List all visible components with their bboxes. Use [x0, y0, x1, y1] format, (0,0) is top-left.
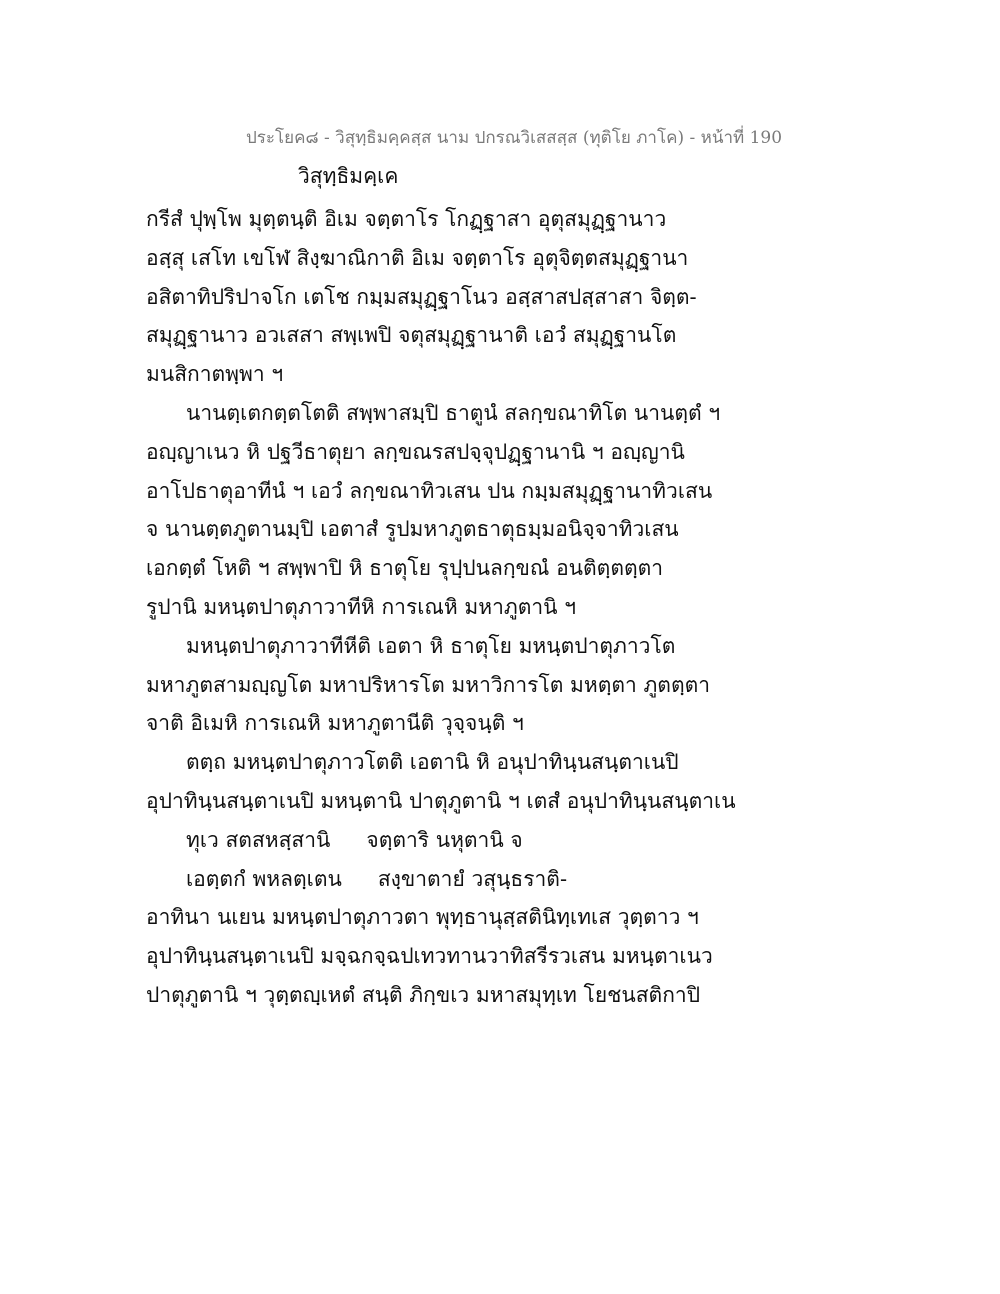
text-line: อสิตาทิปริปาจโก เตโช กมฺมสมุฏฺฐาโนว อสฺสาสปสฺสาสา จิตฺต- [146, 284, 697, 309]
section-title: วิสุทฺธิมคฺเค [298, 164, 399, 188]
text-line: อาทินา นเยน มหนฺตปาตุภาวตา พุทฺธานุสฺสตินิทฺเทเส วุตฺตาว ฯ [146, 905, 699, 930]
running-header: ประโยค๘ - วิสุทฺธิมคฺคสฺส นาม ปกรณวิเสสสฺส (ทุติโย ภาโค) - หน้าที่ 190 [246, 128, 783, 148]
verse-line-first-half: ทุเว สตสหสฺสานิ [186, 827, 331, 852]
text-line: รูปานิ มหนฺตปาตุภาวาทีหิ การเณหิ มหาภูตานิ ฯ [146, 594, 576, 619]
text-line: จ นานตฺตภูตานมฺปิ เอตาสํ รูปมหาภูตธาตุธมฺมอนิจฺจาทิวเสน [146, 517, 679, 542]
paragraph-start-line: นานตฺเตกตฺตโตติ สพฺพาสมฺปิ ธาตูนํ สลกฺขณาทิโต นานตฺตํ ฯ [186, 400, 721, 425]
verse-line-second-half: สงฺขาตายํ วสุนฺธราติ- [377, 866, 568, 891]
verse-line-first-half: เอตฺตกํ พหลตฺเตน [186, 866, 342, 891]
text-line: อาโปธาตุอาทีนํ ฯ เอวํ ลกฺขณาทิวเสน ปน กมฺมสมุฏฺฐานาทิวเสน [146, 478, 713, 503]
text-line: อญฺญาเนว หิ ปฐวีธาตุยา ลกฺขณรสปจฺจุปฏฺฐานานิ ฯ อญฺญานิ [146, 439, 685, 464]
text-line: มหาภูตสามญฺญโต มหาปริหารโต มหาวิการโต มหตฺตา ภูตตฺตา [146, 672, 711, 697]
verse-line [146, 821, 706, 860]
text-line: จาติ อิเมหิ การเณหิ มหาภูตานีติ วุจฺจนฺติ ฯ [146, 711, 524, 736]
text-line: อุปาทินฺนสนฺตาเนปิ มหนฺตานิ ปาตุภูตานิ ฯ เตสํ อนุปาทินฺนสนฺตาเน [146, 788, 736, 813]
text-line: อุปาทินฺนสนฺตาเนปิ มจฺฉกจฺฉปเทวทานวาทิสรีรวเสน มหนฺตาเนว [146, 944, 713, 969]
verse-line-second-half: จตฺตาริ นหุตานิ จ [366, 827, 523, 852]
paragraph-start-line: ตตฺถ มหนฺตปาตุภาวโตติ เอตานิ หิ อนุปาทินฺนสนฺตาเนปิ [186, 750, 679, 775]
text-line: อสฺสุ เสโท เขโฬ สิงฺฆาณิกาติ อิเม จตฺตาโร อุตุจิตฺตสมุฏฺฐานา [146, 245, 689, 270]
paragraph-start-line: มหนฺตปาตุภาวาทีหีติ เอตา หิ ธาตุโย มหนฺตปาตุภาวโต [186, 633, 676, 658]
body-text [146, 200, 736, 1015]
text-line: ปาตุภูตานิ ฯ วุตฺตญฺเหตํ สนฺติ ภิกฺขเว มหาสมุทฺเท โยชนสติกาปิ [146, 982, 701, 1007]
verse-line [146, 860, 706, 899]
text-line: สมุฏฺฐานาว อวเสสา สพฺเพปิ จตุสมุฏฺฐานาติ เอวํ สมุฏฺฐานโต [146, 323, 677, 348]
text-line: กรีสํ ปุพฺโพ มุตฺตนฺติ อิเม จตฺตาโร โกฏฺฐาสา อุตุสมุฏฺฐานาว [146, 207, 667, 231]
text-line: มนสิกาตพฺพา ฯ [146, 362, 284, 387]
text-line: เอกตฺตํ โหติ ฯ สพฺพาปิ หิ ธาตุโย รุปฺปนลกฺขณํ อนติตฺตตฺตา [146, 556, 664, 581]
